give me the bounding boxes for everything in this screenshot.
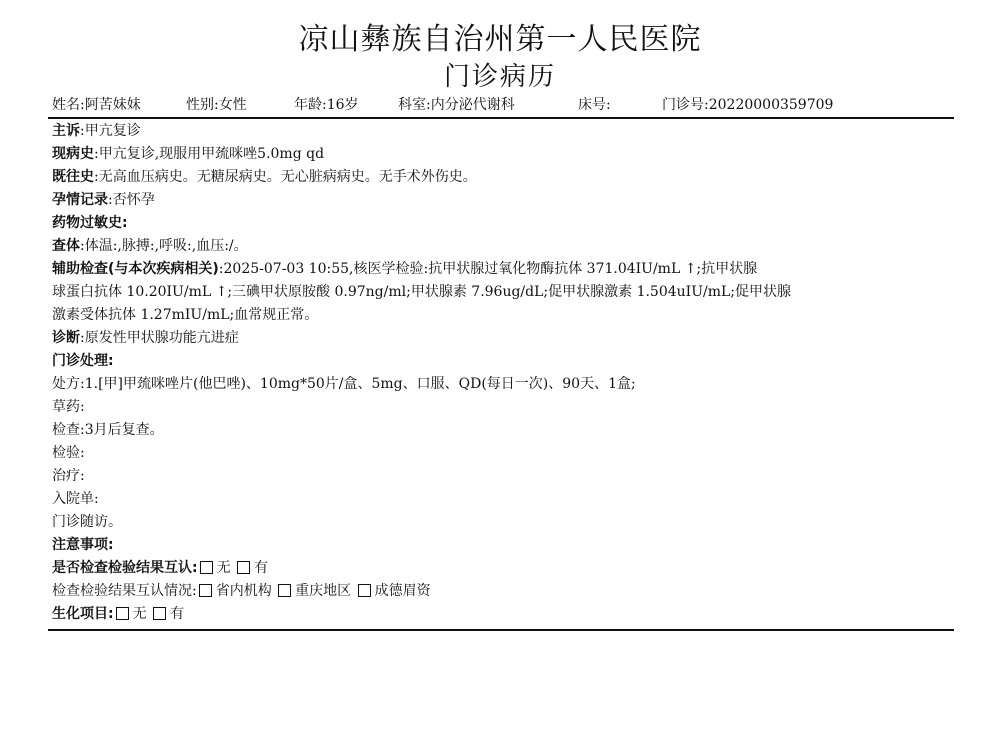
header-divider	[48, 117, 954, 119]
patient-bed: 床号:	[578, 97, 611, 113]
biochem-no-checkbox[interactable]	[116, 607, 129, 620]
chongqing-checkbox[interactable]	[278, 584, 291, 597]
drug-allergy: 药物过敏史:	[52, 215, 128, 231]
patient-name: 姓名:阿苦妹妹	[52, 97, 141, 113]
mutual-yes-checkbox[interactable]	[237, 561, 250, 574]
patient-age: 年龄:16岁	[294, 97, 359, 113]
result-mutual-recognition: 是否检查检验结果互认: 无 有	[52, 560, 269, 576]
result-mutual-status: 检查检验结果互认情况: 省内机构 重庆地区 成德眉资	[52, 583, 431, 599]
herbal-medicine: 草药:	[52, 399, 85, 415]
therapy-order: 治疗:	[52, 468, 85, 484]
pregnancy-record: 孕情记录:否怀孕	[52, 192, 155, 208]
followup-note: 门诊随访。	[52, 514, 122, 530]
precautions: 注意事项:	[52, 537, 114, 553]
chengde-checkbox[interactable]	[358, 584, 371, 597]
past-history: 既往史:无高血压病史。无糖尿病史。无心脏病病史。无手术外伤史。	[52, 169, 477, 185]
clinic-number: 门诊号:20220000359709	[662, 97, 834, 113]
mutual-no-checkbox[interactable]	[200, 561, 213, 574]
admission-order: 入院单:	[52, 491, 99, 507]
chief-complaint: 主诉:甲亢复诊	[52, 123, 141, 139]
auxiliary-exam-line-1: 辅助检查(与本次疾病相关):2025-07-03 10:55,核医学检验:抗甲状腺过氧化物酶抗体 371.04IU/mL ↑;抗甲状腺	[52, 261, 758, 277]
patient-dept: 科室:内分泌代谢科	[398, 97, 515, 113]
outpatient-treatment: 门诊处理:	[52, 353, 114, 369]
hospital-name: 凉山彝族自治州第一人民医院	[298, 22, 702, 57]
physical-exam: 查体:体温:,脉搏:,呼吸:,血压:/。	[52, 238, 248, 254]
biochem-items: 生化项目: 无 有	[52, 606, 185, 622]
examination-order: 检查:3月后复查。	[52, 422, 164, 438]
province-checkbox[interactable]	[199, 584, 212, 597]
biochem-yes-checkbox[interactable]	[153, 607, 166, 620]
record-body	[52, 120, 952, 626]
prescription: 处方:1.[甲]甲巯咪唑片(他巴唑)、10mg*50片/盒、5mg、口服、QD(每日一次)、90天、1盒;	[52, 376, 636, 392]
diagnosis: 诊断:原发性甲状腺功能亢进症	[52, 330, 239, 346]
document-title: 门诊病历	[443, 62, 556, 92]
auxiliary-exam-line-3: 激素受体抗体 1.27mIU/mL;血常规正常。	[52, 307, 319, 323]
lab-test-order: 检验:	[52, 445, 85, 461]
auxiliary-exam-line-2: 球蛋白抗体 10.20IU/mL ↑;三碘甲状原胺酸 0.97ng/ml;甲状腺素 7.96ug/dL;促甲状腺激素 1.504uIU/mL;促甲状腺	[52, 284, 792, 300]
footer-divider	[48, 629, 954, 631]
present-illness: 现病史:甲亢复诊,现服用甲巯咪唑5.0mg qd	[52, 146, 325, 162]
patient-sex: 性别:女性	[186, 97, 247, 113]
